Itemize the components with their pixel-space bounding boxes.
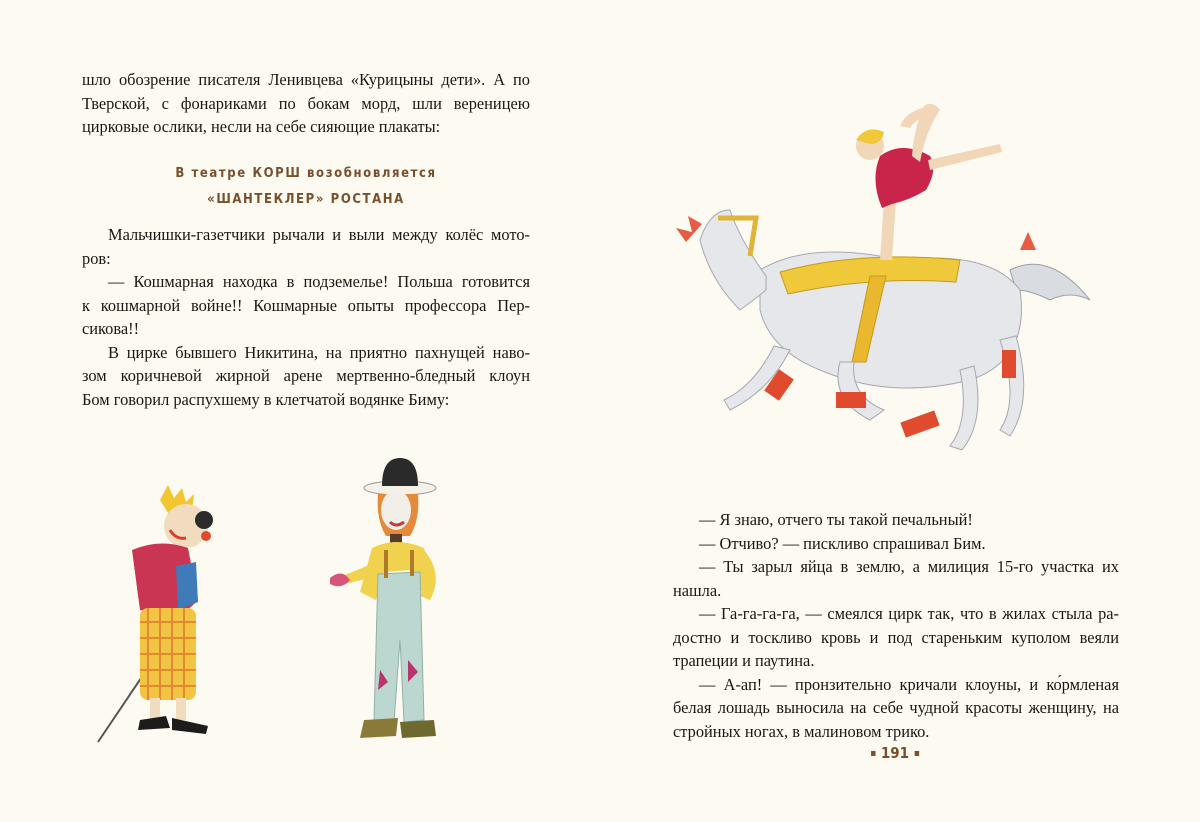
text-line: — Га-га-га-га, — смеялся цирк так, что в жилах стыла ра- (699, 604, 1119, 623)
text-line: ров: (82, 248, 111, 268)
text-line: к кошмарной войне!! Кошмарные опыты профессора Пер- (82, 295, 530, 315)
text-line: Бом говорил распухшему в клетчатой водянке Биму: (82, 389, 450, 409)
text-line: стройных ногах, в малиновом трико. (673, 721, 930, 741)
page-number-bullet-right: ▪ (913, 748, 920, 759)
text-line: В цирке бывшего Никитина, на приятно пахнущей наво- (108, 342, 530, 362)
page-number (870, 744, 920, 762)
text-line: Мальчишки-газетчики рычали и выли между колёс мото- (108, 225, 530, 244)
text-line: цирковые ослики, несли на себе сияющие плакаты: (82, 117, 441, 136)
page-number-bullet-left: ▪ (870, 748, 877, 759)
text-line: — А-ап! — пронзительно кричали клоуны, и ко́рмленая (699, 674, 1119, 694)
text-line: белая лошадь выносила на себе чудной красоты женщину, на (673, 698, 1119, 717)
text-line: сикова!! (82, 319, 140, 338)
text-line: нашла. (673, 580, 722, 600)
text-line: — Я знаю, отчего ты такой печальный! (699, 510, 973, 529)
text-line: — Ты зарыл яйца в землю, а милиция 15-го участка их (699, 557, 1119, 576)
announcement-line-1: В театре КОРШ возобновляется (175, 166, 437, 181)
dialogue-paragraphs (673, 508, 1119, 743)
text-line: достно и тоскливо кровь и под стареньким куполом веяли (673, 627, 1119, 647)
announcement-line-2: «ШАНТЕКЛЕР» РОСТАНА (207, 192, 405, 207)
text-line: шло обозрение писателя Ленивцева «Курицыны дети». А по (82, 70, 530, 89)
clown-bim-illustration (90, 480, 230, 750)
text-line: — Кошмарная находка в подземелье! Польша готовится (108, 272, 530, 291)
clown-bom-illustration (320, 450, 480, 755)
text-line: трапеции и паутина. (673, 651, 815, 670)
opening-paragraph (82, 68, 530, 139)
middle-paragraphs (82, 223, 530, 411)
page-number-value: 191 (880, 744, 910, 762)
text-line: Тверской, с фонариками по бокам морд, шли вереницею (82, 93, 530, 113)
text-line: — Отчиво? — пискливо спрашивал Бим. (699, 533, 986, 553)
horse-acrobat-illustration (670, 100, 1110, 480)
text-line: зом коричневой жирной арене мертвенно-бледный клоун (82, 366, 530, 385)
